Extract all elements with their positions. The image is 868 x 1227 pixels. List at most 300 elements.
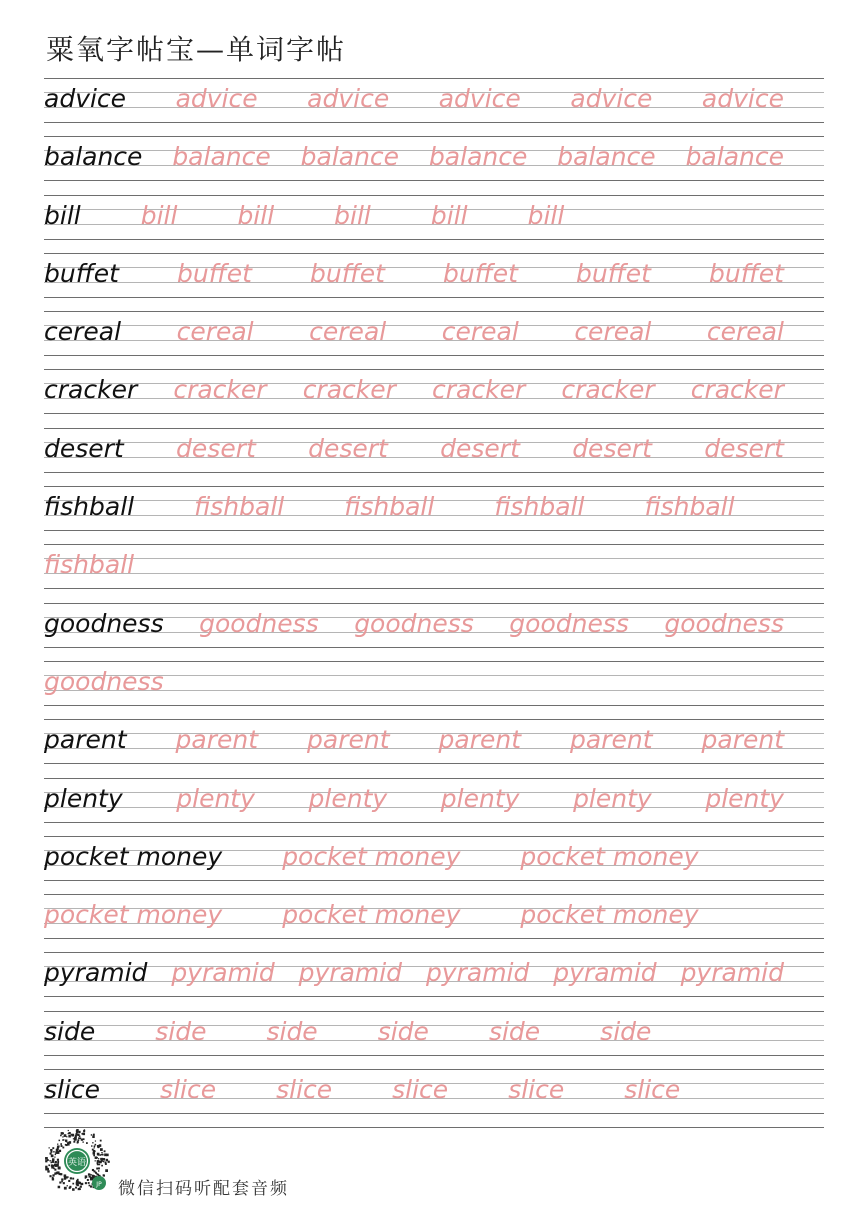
qr-module [64,1187,67,1190]
trace-word: goodness [664,608,784,638]
model-word: advice [44,84,127,113]
guide-line [44,880,824,881]
qr-module [72,1178,74,1180]
trace-word: slice [624,1075,681,1105]
word-group [44,140,784,174]
practice-row [44,369,824,427]
trace-word: buffet [443,258,518,288]
practice-row [44,253,824,311]
practice-row [44,311,824,369]
word-group [44,373,784,407]
qr-module [76,1182,79,1185]
qr-badge-label: 英语 [67,1158,87,1168]
qr-module [51,1164,53,1166]
trace-word: desert [572,433,652,463]
qr-module [63,1132,65,1134]
qr-module [95,1144,97,1146]
qr-module [58,1173,60,1175]
qr-module [65,1176,67,1178]
trace-word: buffet [177,258,252,288]
practice-row [44,661,824,719]
qr-module [59,1181,61,1183]
guide-line [44,894,824,895]
practice-row [44,836,824,894]
qr-module [78,1137,80,1139]
qr-module [49,1175,51,1177]
qr-module [64,1177,66,1179]
trace-word: advice [570,84,653,113]
qr-module [108,1161,110,1163]
qr-module [99,1144,102,1147]
qr-module [76,1129,78,1131]
guide-line [44,413,824,414]
word-group [44,315,784,349]
trace-word: cereal [706,317,784,347]
guide-line [44,428,824,429]
qr-module [63,1182,65,1184]
qr-module [68,1135,71,1138]
qr-module [103,1175,105,1177]
trace-word: goodness [44,666,164,696]
trace-word: pocket money [282,900,461,930]
qr-module [91,1145,92,1146]
model-word: cracker [44,375,138,405]
qr-module [57,1144,58,1145]
trace-word: bill [140,200,178,230]
model-word: pocket money [44,841,223,871]
trace-word: pyramid [680,958,784,988]
trace-word: bill [527,200,565,230]
qr-module [52,1147,54,1149]
qr-module [50,1149,52,1151]
guide-line [44,78,824,79]
guide-line [44,938,824,939]
trace-word: buffet [576,258,651,288]
practice-row [44,1011,824,1069]
qr-module [57,1159,59,1161]
trace-word: cracker [173,375,267,405]
qr-module [90,1185,92,1187]
guide-line [44,661,824,662]
guide-line [44,573,824,574]
qr-module [92,1175,94,1177]
guide-line [44,1011,824,1012]
guide-line [44,530,824,531]
qr-module [98,1170,99,1171]
trace-word: goodness [354,608,474,638]
qr-module [65,1144,67,1146]
trace-word: cereal [176,317,254,347]
qr-module [47,1170,49,1172]
trace-word: pocket money [282,841,461,871]
trace-word: pocket money [520,900,699,930]
qr-module [64,1134,67,1137]
practice-row [44,428,824,486]
model-word: goodness [44,608,164,638]
qr-module [97,1153,100,1156]
trace-word: fishball [194,492,285,522]
trace-word: cracker [432,375,526,405]
qr-module [96,1168,98,1170]
qr-module [85,1182,87,1184]
qr-module [58,1186,61,1189]
practice-row [44,136,824,194]
qr-module [75,1135,77,1137]
trace-word: plenty [705,783,784,813]
trace-word: slice [392,1075,449,1105]
qr-module [100,1148,103,1151]
trace-word: pyramid [425,958,530,988]
qr-module [65,1140,67,1142]
trace-word: cracker [302,375,396,405]
qr-module [98,1164,100,1166]
trace-word: parent [438,725,521,755]
trace-word: side [377,1016,429,1046]
qr-module [100,1161,102,1163]
qr-module [55,1162,56,1163]
trace-word: parent [701,725,784,755]
trace-word: parent [175,725,258,755]
guide-line [44,763,824,764]
guide-line [44,472,824,473]
guide-line [44,558,824,559]
qr-module [97,1160,100,1163]
trace-word: pyramid [553,958,657,988]
qr-module [58,1145,59,1146]
qr-module [100,1140,102,1142]
page-title: 粟氧字帖宝—单词字帖 [46,33,347,66]
guide-line [44,297,824,298]
qr-module [94,1145,96,1147]
qr-module [94,1147,95,1148]
qr-module [45,1166,47,1168]
qr-module [54,1169,56,1171]
trace-word: balance [428,142,528,172]
trace-word: bill [430,200,468,230]
qr-module [103,1159,104,1160]
practice-row [44,719,824,777]
qr-module [85,1177,86,1178]
qr-module [86,1142,88,1144]
trace-word: advice [438,84,521,113]
model-word: bill [44,200,81,230]
model-word: parent [44,725,127,755]
trace-word: desert [176,433,256,463]
guide-line [44,952,824,953]
guide-line [44,369,824,370]
trace-word: cereal [441,317,519,347]
practice-row [44,778,824,836]
model-word: slice [44,1075,101,1105]
guide-line [44,311,824,312]
trace-word: buffet [709,258,784,288]
word-group [44,1015,651,1049]
qr-module [79,1135,81,1137]
trace-word: side [266,1016,318,1046]
model-word: fishball [44,492,135,522]
trace-word: side [155,1016,207,1046]
qr-module [76,1180,78,1182]
trace-word: pocket money [44,900,223,930]
trace-word: buffet [310,258,385,288]
qr-module [105,1169,108,1172]
guide-line [44,778,824,779]
trace-word: parent [307,725,390,755]
qr-module [100,1154,101,1155]
qr-module [57,1162,58,1163]
qr-module [78,1188,80,1190]
qr-module [45,1157,48,1160]
qr-module [54,1164,57,1167]
qr-module [90,1174,91,1175]
qr-module [53,1151,54,1152]
qr-module [73,1141,75,1143]
qr-module [72,1183,74,1185]
qr-module [92,1136,94,1138]
qr-module [95,1160,96,1161]
model-word: buffet [44,258,119,288]
qr-module [49,1160,50,1161]
qr-module [97,1145,99,1147]
guide-line [44,836,824,837]
word-group [44,82,784,116]
guide-line [44,355,824,356]
word-group [44,782,784,816]
word-group [44,548,134,582]
practice-row [44,952,824,1010]
model-word: pyramid [44,958,148,988]
trace-word: cereal [309,317,387,347]
trace-word: advice [307,84,390,113]
practice-sheet [44,78,824,1128]
trace-word: cereal [574,317,652,347]
word-group [44,1073,680,1107]
qr-module [100,1158,103,1161]
practice-row [44,195,824,253]
word-group [44,490,735,524]
trace-word: parent [570,725,653,755]
qr-module [77,1141,79,1143]
guide-line [44,996,824,997]
word-group [44,257,784,291]
qr-module [106,1154,108,1156]
qr-module [51,1154,54,1157]
qr-module [52,1177,54,1179]
qr-module [73,1138,74,1139]
qr-module [101,1165,103,1167]
qr-module [104,1150,106,1152]
trace-word: cracker [690,375,784,405]
qr-module [49,1147,50,1148]
qr-module [68,1180,70,1182]
qr-module [87,1179,89,1181]
footer [44,1128,544,1198]
word-group [44,665,164,699]
guide-line [44,122,824,123]
guide-line [44,253,824,254]
qr-code-icon[interactable] [44,1128,110,1194]
qr-module [93,1150,95,1152]
trace-word: slice [508,1075,565,1105]
word-group [44,723,784,757]
guide-line [44,1069,824,1070]
qr-module [77,1139,79,1141]
qr-module [67,1185,68,1186]
qr-module [61,1181,63,1183]
trace-word: advice [701,84,784,113]
qr-module [60,1135,62,1137]
qr-module [90,1177,92,1179]
guide-line [44,1113,824,1114]
qr-module [58,1167,61,1170]
guide-line [44,719,824,720]
qr-module [67,1143,70,1146]
qr-module [62,1147,64,1149]
word-group [44,607,784,641]
qr-module [97,1157,98,1158]
qr-module [102,1154,104,1156]
word-group [44,199,564,233]
word-group [44,898,699,932]
guide-line [44,705,824,706]
qr-module [48,1164,50,1166]
qr-module [68,1132,70,1134]
qr-module [103,1161,104,1162]
qr-module [97,1164,99,1166]
guide-line [44,544,824,545]
word-group [44,956,784,990]
trace-word: fishball [494,492,585,522]
trace-word: balance [300,142,400,172]
qr-module [78,1131,80,1133]
model-word: cereal [44,317,122,347]
guide-line [44,486,824,487]
trace-word: balance [685,142,784,172]
qr-module [68,1130,69,1131]
model-word: balance [44,142,143,172]
qr-module [72,1188,75,1191]
trace-word: side [600,1016,652,1046]
trace-word: desert [704,433,784,463]
qr-module [54,1157,55,1158]
model-word: side [44,1016,96,1046]
word-group [44,432,784,466]
qr-module [70,1177,72,1179]
qr-module [92,1142,93,1143]
qr-module [50,1153,52,1155]
guide-line [44,1055,824,1056]
qr-module [88,1173,90,1175]
qr-module [69,1186,71,1188]
qr-module [98,1158,99,1159]
qr-module [105,1163,106,1164]
guide-line [44,588,824,589]
qr-module [93,1152,96,1155]
trace-word: bill [237,200,275,230]
qr-module [81,1139,83,1141]
guide-line [44,822,824,823]
practice-row [44,544,824,602]
qr-module [93,1134,95,1136]
model-word: plenty [44,783,123,813]
guide-line [44,195,824,196]
trace-word: desert [440,433,520,463]
qr-module [75,1187,76,1188]
trace-word: desert [308,433,388,463]
trace-word: pocket money [520,841,699,871]
practice-row [44,1069,824,1127]
trace-word: balance [557,142,656,172]
trace-word: plenty [308,783,388,813]
trace-word: fishball [344,492,435,522]
guide-line [44,239,824,240]
trace-word: balance [172,142,271,172]
qr-module [61,1145,63,1147]
qr-badge-small-label: JP [96,1181,102,1188]
trace-word: goodness [199,608,319,638]
qr-module [93,1155,95,1157]
trace-word: advice [175,84,258,113]
trace-word: plenty [176,783,255,813]
qr-module [62,1136,63,1137]
qr-module [91,1134,92,1135]
trace-word: fishball [44,550,135,580]
trace-word: plenty [440,783,520,813]
qr-module [84,1129,85,1130]
guide-line [44,647,824,648]
trace-word: slice [160,1075,217,1105]
practice-row [44,78,824,136]
trace-word: pyramid [298,958,403,988]
qr-module [61,1178,63,1180]
qr-module [59,1140,61,1142]
word-group [44,840,699,874]
footer-caption: 微信扫码听配套音频 [118,1179,289,1199]
guide-line [44,603,824,604]
trace-word: cracker [561,375,655,405]
qr-module [82,1141,83,1142]
trace-word: goodness [509,608,629,638]
guide-line [44,136,824,137]
trace-word: plenty [573,783,652,813]
qr-module [52,1158,54,1160]
qr-module [66,1136,67,1137]
qr-module [62,1139,64,1141]
qr-module [71,1134,74,1137]
practice-row [44,486,824,544]
qr-module [89,1185,91,1187]
qr-module [80,1186,82,1188]
trace-word: fishball [644,492,735,522]
trace-word: slice [276,1075,333,1105]
qr-module [56,1172,58,1174]
qr-module [78,1181,80,1183]
trace-word: pyramid [171,958,275,988]
qr-module [57,1151,60,1154]
practice-row [44,603,824,661]
practice-row [44,894,824,952]
trace-word: bill [334,200,371,230]
qr-module [95,1140,96,1141]
qr-module [60,1143,62,1145]
qr-module [98,1167,100,1169]
guide-line [44,180,824,181]
qr-module [82,1133,85,1136]
model-word: desert [44,433,124,463]
trace-word: side [488,1016,541,1046]
qr-module [88,1182,90,1184]
qr-module [101,1152,102,1153]
